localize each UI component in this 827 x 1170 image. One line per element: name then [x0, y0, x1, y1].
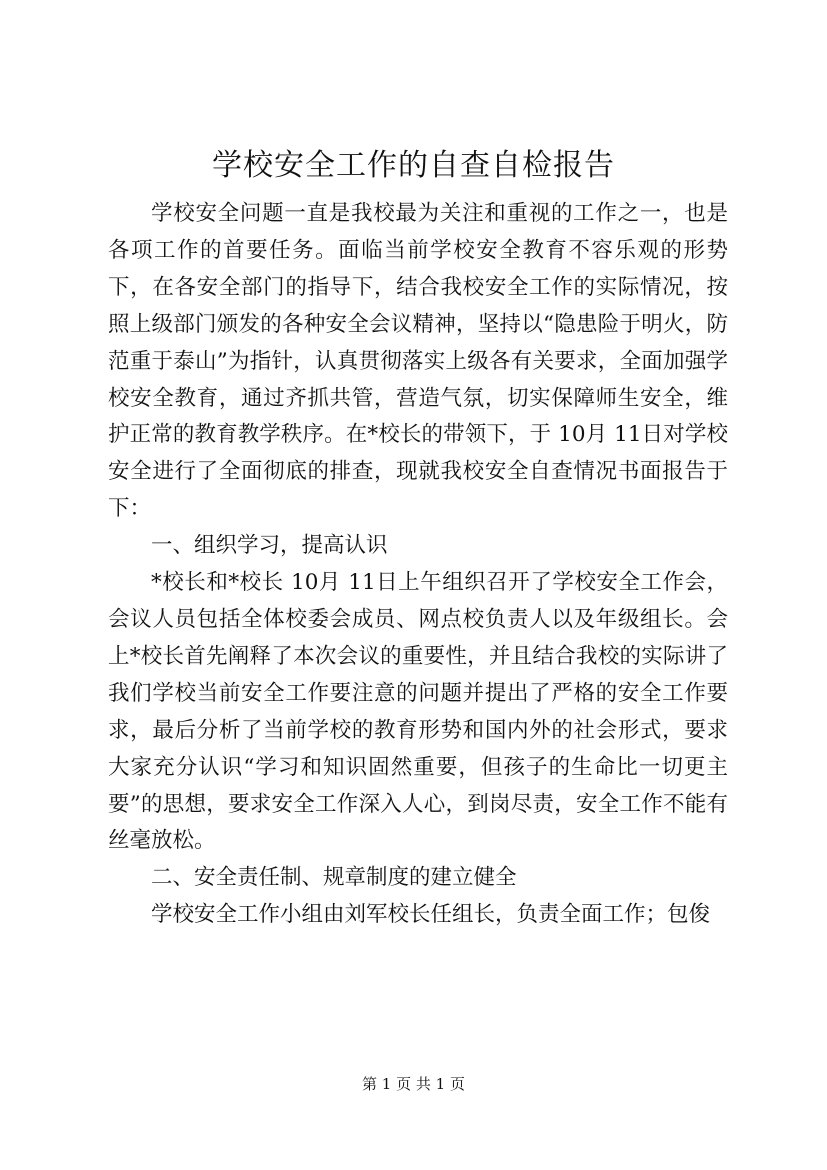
paragraph-intro: 学校安全问题一直是我校最为关注和重视的工作之一，也是各项工作的首要任务。面临当前学校安全教育不容乐观的形势下，在各安全部门的指导下，结合我校安全工作的实际情况，按照上级部门颁发的各种安全会议精神，坚持以“隐患险于明火，防范重于泰山”为指针，认真贯彻落实上级各有关要求，全面加强学校安全教育，通过齐抓共管，营造气氛，切实保障师生安全，维护正常的教育教学秩序。在*校长的带领下，于 10月 11日对学校安全进行了全面彻底的排查，现就我校安全自查情况书面报告于下：	[108, 201, 728, 522]
page-footer: 第 1 页 共 1 页	[362, 1075, 465, 1093]
paragraph-section-1: *校长和*校长 10月 11日上午组织召开了学校安全工作会，会议人员包括全体校委会成员、网点校负责人以及年级组长。会上*校长首先阐释了本次会议的重要性，并且结合我校的实际讲了我们学校当前安全工作要注意的问题并提出了严格的安全工作要求，最后分析了当前学校的教育形势和国内外的社会形式，要求大家充分认识“学习和知识固然重要，但孩子的生命比一切更主要”的思想，要求安全工作深入人心，到岗尽责，安全工作不能有丝毫放松。	[108, 570, 728, 854]
section-heading-2: 二、安全责任制、规章制度的建立健全	[151, 865, 517, 891]
paragraph-section-2: 学校安全工作小组由刘军校长任组长，负责全面工作；包俊	[151, 902, 711, 928]
section-heading-1: 一、组织学习，提高认识	[151, 533, 388, 559]
document-body	[108, 196, 728, 934]
document-title: 学校安全工作的自查自检报告	[212, 148, 615, 183]
